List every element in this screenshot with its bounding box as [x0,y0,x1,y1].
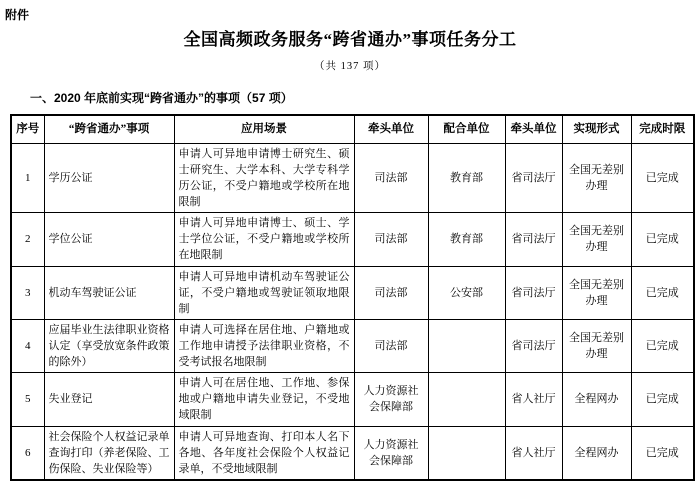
table-row [11,319,694,372]
table-row [11,426,694,480]
column-header-scenario: 应用场景 [174,115,354,143]
cell-scenario: 申请人可异地申请机动车驾驶证公证，不受户籍地或驾驶证领取地限制 [174,266,354,319]
cell-mode: 全国无差别办理 [562,319,631,372]
column-header-mode: 实现形式 [562,115,631,143]
attachment-label: 附件 [5,8,30,22]
cell-seq: 1 [11,143,44,212]
cell-national-lead: 司法部 [354,319,428,372]
table-row [11,212,694,266]
items-table [10,114,695,481]
cell-item: 失业登记 [44,372,174,426]
column-header-provincial-lead: 牵头单位 [505,115,562,143]
cell-item: 学位公证 [44,212,174,266]
cell-national-lead: 司法部 [354,143,428,212]
column-header-deadline: 完成时限 [631,115,694,143]
cell-national-lead: 司法部 [354,266,428,319]
cell-scenario: 申请人可异地申请博士、硕士、学士学位公证，不受户籍地或学校所在地限制 [174,212,354,266]
cell-scenario: 申请人可在居住地、工作地、参保地或户籍地申请失业登记，不受地域限制 [174,372,354,426]
cell-provincial-lead: 省人社厅 [505,426,562,480]
column-header-national-lead: 牵头单位 [354,115,428,143]
cell-deadline: 已完成 [631,319,694,372]
table-row [11,372,694,426]
cell-scenario: 申请人可异地申请博士研究生、硕士研究生、大学本科、大学专科学历公证，不受户籍地或学校所在地限制 [174,143,354,212]
cell-scenario: 申请人可异地查询、打印本人名下各地、各年度社会保险个人权益记录单，不受地域限制 [174,426,354,480]
cell-mode: 全程网办 [562,426,631,480]
cell-support [428,372,505,426]
cell-mode: 全国无差别办理 [562,266,631,319]
table-row [11,143,694,212]
cell-scenario: 申请人可选择在居住地、户籍地或工作地申请授予法律职业资格，不受考试报名地限制 [174,319,354,372]
page-title: 全国高频政务服务“跨省通办”事项任务分工 [183,30,517,49]
cell-deadline: 已完成 [631,372,694,426]
table-row [11,266,694,319]
cell-seq: 2 [11,212,44,266]
cell-seq: 4 [11,319,44,372]
cell-provincial-lead: 省司法厅 [505,266,562,319]
cell-item: 应届毕业生法律职业资格认定（享受放宽条件政策的除外） [44,319,174,372]
cell-support: 教育部 [428,143,505,212]
cell-support [428,319,505,372]
cell-seq: 3 [11,266,44,319]
section-heading: 一、2020 年底前实现“跨省通办”的事项（57 项） [30,91,293,105]
cell-support: 教育部 [428,212,505,266]
cell-provincial-lead: 省人社厅 [505,372,562,426]
cell-deadline: 已完成 [631,426,694,480]
cell-item: 学历公证 [44,143,174,212]
table-header-row [11,115,694,143]
cell-deadline: 已完成 [631,143,694,212]
cell-mode: 全国无差别办理 [562,212,631,266]
cell-seq: 6 [11,426,44,480]
cell-support: 公安部 [428,266,505,319]
cell-national-lead: 人力资源社会保障部 [354,372,428,426]
column-header-support: 配合单位 [428,115,505,143]
cell-item: 机动车驾驶证公证 [44,266,174,319]
cell-provincial-lead: 省司法厅 [505,212,562,266]
column-header-seq: 序号 [11,115,44,143]
cell-deadline: 已完成 [631,212,694,266]
cell-national-lead: 人力资源社会保障部 [354,426,428,480]
cell-mode: 全国无差别办理 [562,143,631,212]
cell-mode: 全程网办 [562,372,631,426]
cell-seq: 5 [11,372,44,426]
cell-deadline: 已完成 [631,266,694,319]
column-header-item: “跨省通办”事项 [44,115,174,143]
cell-item: 社会保险个人权益记录单查询打印（养老保险、工伤保险、失业保险等） [44,426,174,480]
cell-support [428,426,505,480]
page-subtitle: （共 137 项） [314,61,386,72]
cell-provincial-lead: 省司法厅 [505,143,562,212]
cell-provincial-lead: 省司法厅 [505,319,562,372]
cell-national-lead: 司法部 [354,212,428,266]
